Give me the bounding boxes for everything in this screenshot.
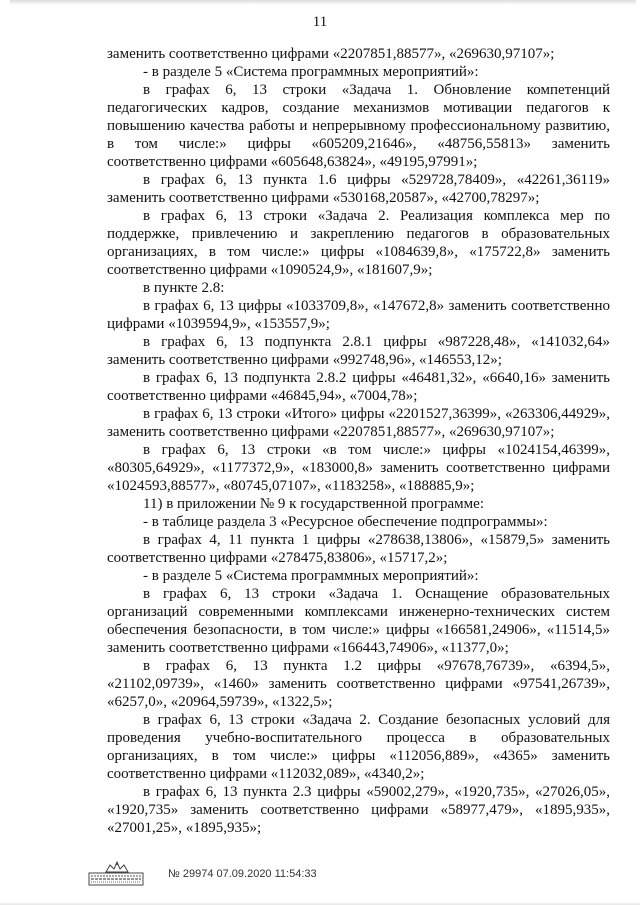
paragraph: - в таблице раздела 3 «Ресурсное обеспечение подпрограммы»:	[143, 514, 548, 530]
paragraph: в графах 4, 11 пункта 1 цифры «278638,13806», «15879,5» заменить соответственно цифрами «278475,83806», «15717,2»;	[107, 532, 610, 566]
paragraph: в графах 6, 13 строки «Итого» цифры «2201527,36399», «263306,44929», заменить соответственно цифрами «2207851,88577», «269630,97107»;	[107, 406, 610, 440]
paragraph: в графах 6, 13 пункта 1.6 цифры «529728,78409», «42261,36119» заменить соответственно цифрами «530168,20587», «42700,78297»;	[107, 172, 610, 206]
page-footer	[84, 860, 604, 890]
paragraph: в графах 6, 13 пункта 2.3 цифры «59002,279», «1920,735», «27026,05», «1920,735» заменить соответственно цифрами «58977,479», «1895,935», «27001,25», «1895,935»;	[107, 784, 610, 836]
paragraph: в графах 6, 13 строки «Задача 2. Создание безопасных условий для проведения учебно-воспитательного процесса в образовательных организациях, в том числе:» цифры «112056,889», «4365» заменить соответственно цифрами «112032,089», «4340,2»;	[107, 712, 610, 782]
paragraph: - в разделе 5 «Система программных мероприятий»:	[143, 64, 479, 80]
paragraph: в графах 6, 13 строки «Задача 2. Реализация комплекса мер по поддержке, привлечению и закреплению педагогов в образовательных организациях, в том числе:» цифры «1084639,8», «175722,8» заменить соответственно цифрами «1090524,9», «181607,9»;	[107, 208, 610, 278]
registration-info: № 29974 07.09.2020 11:54:33	[168, 868, 317, 880]
paragraph: 11) в приложении № 9 к государственной программе:	[143, 496, 484, 512]
paragraph: в графах 6, 13 подпункта 2.8.1 цифры «987228,48», «141032,64» заменить соответственно цифрами «992748,96», «146553,12»;	[107, 334, 610, 368]
paragraph: в графах 6, 13 строки «в том числе:» цифры «1024154,46399», «80305,64929», «1177372,9», «183000,8» заменить соответственно цифрами «1024593,88577», «80745,07107», «1183258», «188885,9»;	[107, 442, 610, 494]
paragraph: в графах 6, 13 цифры «1033709,8», «147672,8» заменить соответственно цифрами «1039594,9», «153557,9»;	[107, 298, 610, 332]
paragraph: в графах 6, 13 строки «Задача 1. Оснащение образовательных организаций современными комплексами инженерно-технических систем обеспечения безопасности, в том числе:» цифры «166581,24906», «11514,5» заменить соответственно цифрами «166443,74906», «11377,0»;	[107, 586, 610, 656]
paragraph: - в разделе 5 «Система программных мероприятий»:	[143, 568, 479, 584]
document-body	[107, 45, 610, 837]
paragraph: в пункте 2.8:	[143, 280, 225, 296]
paragraph: в графах 6, 13 пункта 1.2 цифры «97678,76739», «6394,5», «21102,09739», «1460» заменить соответственно цифрами «97541,26739», «6257,0», «20964,59739», «1322,5»;	[107, 658, 610, 710]
paragraph: в графах 6, 13 подпункта 2.8.2 цифры «46481,32», «6640,16» заменить соответственно цифрами «46845,94», «7004,78»;	[107, 370, 610, 404]
page-number: 11	[312, 14, 328, 30]
paragraph: заменить соответственно цифрами «2207851,88577», «269630,97107»;	[107, 46, 555, 62]
registration-stamp-icon	[88, 860, 144, 886]
page-top-edge	[10, 0, 636, 5]
paragraph: в графах 6, 13 строки «Задача 1. Обновление компетенций педагогических кадров, создание механизмов мотивации педагогов к повышению качества работы и непрерывному профессиональному развитию, в том числе:» цифры «605209,21646», «48756,55813» заменить соответственно цифрами «605648,63824», «49195,97991»;	[107, 82, 610, 170]
